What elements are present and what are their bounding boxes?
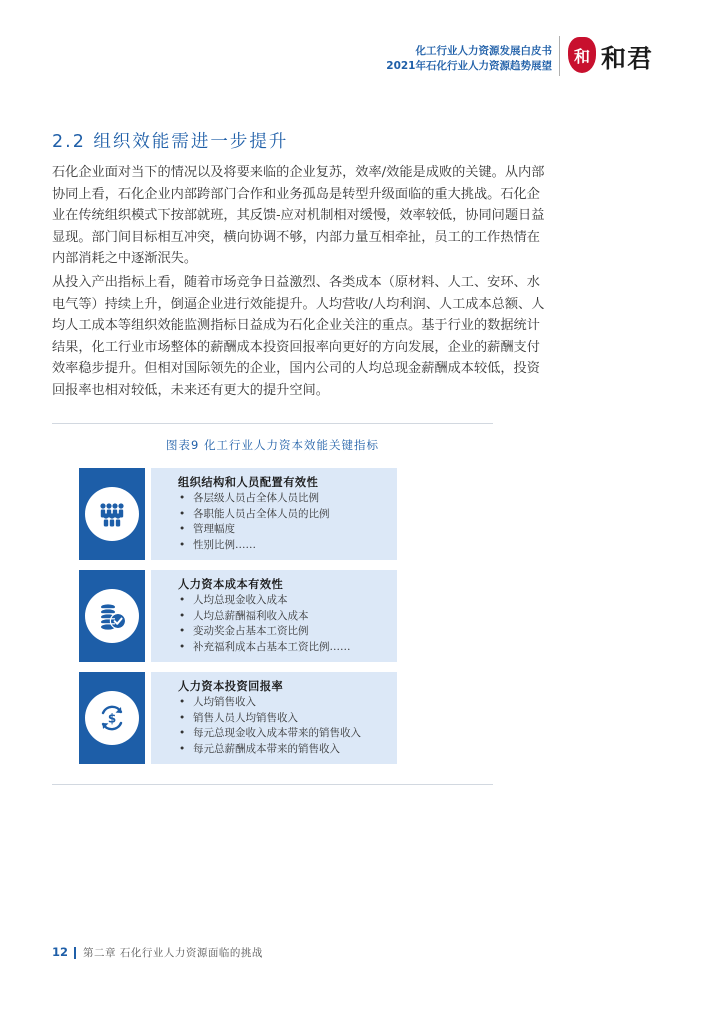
kpi-figure xyxy=(52,423,493,785)
kpi-list-item: • 每元总薪酬成本带来的销售收入 xyxy=(178,742,397,758)
kpi-list-item: • 人均总现金收入成本 xyxy=(178,593,397,609)
kpi-list-item: • 人均总薪酬福利收入成本 xyxy=(178,609,397,625)
paragraph-line: 从投入产出指标上看，随着市场竞争日益激烈、各类成本（原材料、人工、安环、水 xyxy=(52,275,540,290)
figure-bottom-rule xyxy=(52,784,493,785)
header-subtitle: 2021年石化行业人力资源趋势展望 xyxy=(386,60,552,72)
section-title: 2.2 组织效能需进一步提升 xyxy=(52,132,289,152)
kpi-list-item: • 每元总现金收入成本带来的销售收入 xyxy=(178,726,397,742)
paragraph-line: 业在传统组织模式下按部就班，其反馈-应对机制相对缓慢，效率较低，协同问题日益 xyxy=(52,208,545,223)
hejun-logo xyxy=(568,36,668,76)
kpi-list-item: • 各层级人员占全体人员比例 xyxy=(178,491,397,507)
paragraph-line: 内部消耗之中逐渐泯失。 xyxy=(52,251,198,266)
paragraph-line: 显现。部门间目标相互冲突，横向协调不够，内部力量互相牵扯，员工的工作热情在 xyxy=(52,229,540,245)
page-header xyxy=(0,0,710,90)
kpi-title: 人力资本投资回报率 xyxy=(178,680,284,693)
kpi-content-panel xyxy=(151,672,397,764)
header-title: 化工行业人力资源发展白皮书 xyxy=(415,45,552,57)
kpi-icon-panel xyxy=(79,468,145,560)
dollar-cycle-icon xyxy=(85,691,139,745)
figure-top-rule xyxy=(52,423,493,424)
kpi-block-roi xyxy=(79,672,397,764)
page-number: 12 xyxy=(52,945,69,959)
kpi-icon-panel xyxy=(79,570,145,662)
kpi-list xyxy=(178,491,397,553)
kpi-list xyxy=(178,593,397,655)
kpi-title: 人力资本成本有效性 xyxy=(178,578,284,591)
paragraph-line: 电气等）持续上升，倒逼企业进行效能提升。人均营收/人均利润、人工成本总额、人 xyxy=(52,296,545,312)
kpi-list-item: • 性别比例…… xyxy=(178,538,397,554)
kpi-list-item: • 管理幅度 xyxy=(178,522,397,538)
kpi-list-item: • 销售人员人均销售收入 xyxy=(178,711,397,727)
header-divider xyxy=(559,36,560,76)
paragraph-line: 协同上看，石化企业内部跨部门合作和业务孤岛是转型升级面临的重大挑战。石化企 xyxy=(52,186,540,202)
chapter-title: 第二章 石化行业人力资源面临的挑战 xyxy=(83,947,263,959)
svg-text:$: $ xyxy=(107,711,117,726)
kpi-title: 组织结构和人员配置有效性 xyxy=(178,476,319,489)
kpi-list-item: • 各职能人员占全体人员的比例 xyxy=(178,507,397,523)
people-group-icon xyxy=(85,487,139,541)
kpi-list-item: • 人均销售收入 xyxy=(178,695,397,711)
logo-seal-icon: 和 xyxy=(568,37,596,73)
kpi-content-panel xyxy=(151,468,397,560)
logo-text: 和君 xyxy=(601,44,654,73)
paragraph-1 xyxy=(52,162,552,270)
paragraph-line: 结果，化工行业市场整体的薪酬成本投资回报率向更好的方向发展，企业的薪酬支付 xyxy=(52,339,540,355)
paragraph-line: 均人工成本等组织效能监测指标日益成为石化企业关注的重点。基于行业的数据统计 xyxy=(52,318,540,333)
paragraph-line: 石化企业面对当下的情况以及将要来临的企业复苏，效率/效能是成败的关键。从内部 xyxy=(52,165,545,180)
footer-divider xyxy=(74,947,76,959)
kpi-block-org-structure xyxy=(79,468,397,560)
paragraph-2 xyxy=(52,272,552,401)
kpi-list-item: • 变动奖金占基本工资比例 xyxy=(178,624,397,640)
kpi-list-item: • 补充福利成本占基本工资比例…… xyxy=(178,640,397,656)
kpi-icon-panel xyxy=(79,672,145,764)
paragraph-line: 回报率也相对较低，未来还有更大的提升空间。 xyxy=(52,382,329,398)
figure-caption: 图表9 化工行业人力资本效能关键指标 xyxy=(166,438,379,452)
paragraph-line: 效率稳步提升。但相对国际领先的企业，国内公司的人均总现金薪酬成本较低，投资 xyxy=(52,361,540,376)
kpi-content-panel xyxy=(151,570,397,662)
kpi-list xyxy=(178,695,397,757)
coins-check-icon xyxy=(85,589,139,643)
kpi-block-hr-cost xyxy=(79,570,397,662)
